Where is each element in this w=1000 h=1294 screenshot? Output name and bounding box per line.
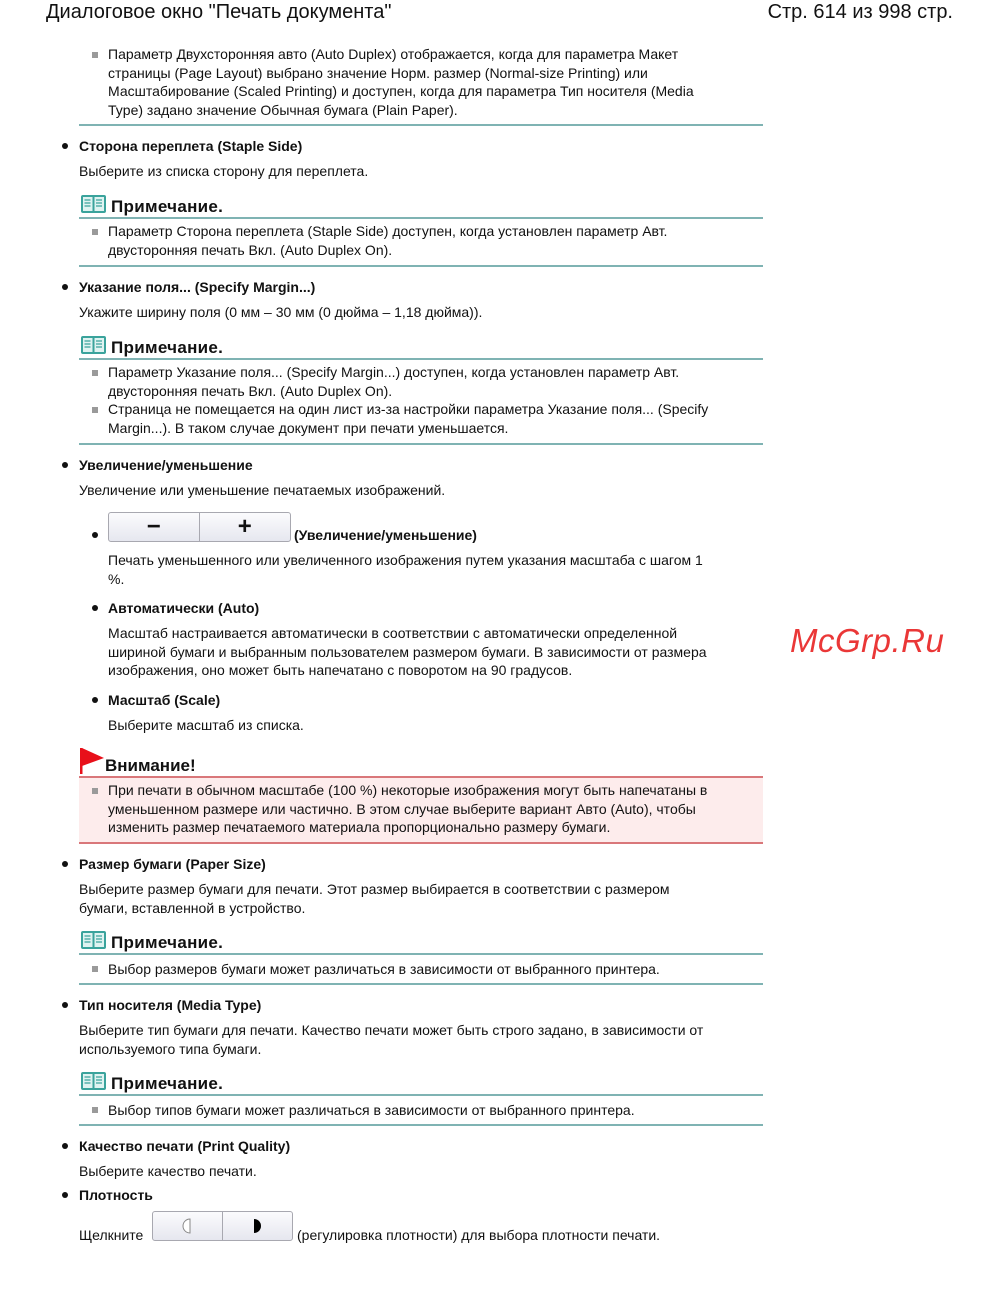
divider	[79, 842, 763, 844]
text-line: используемого типа бумаги.	[79, 1040, 262, 1057]
divider	[79, 776, 763, 778]
zoom-in-button[interactable]: +	[199, 513, 291, 541]
density-desc: (регулировка плотности) для выбора плотности печати.	[297, 1227, 661, 1243]
note-text	[108, 363, 679, 400]
text-line: изменить размер печатаемого материала пропорционально размеру бумаги.	[108, 819, 611, 835]
divider	[79, 1094, 763, 1096]
text-line: Масштаб настраивается автоматически в соответствии с автоматически определенной	[108, 625, 678, 641]
half-circle-dark-icon	[252, 1218, 262, 1234]
page-counter: Стр. 614 из 998 стр.	[767, 1, 953, 23]
note-book-icon	[80, 335, 107, 355]
bullet-icon	[62, 1143, 68, 1149]
text-line: Выберите размер бумаги для печати. Этот размер выбирается в соответствии с размером	[79, 881, 670, 897]
note-text: Выбор типов бумаги может различаться в зависимости от выбранного принтера.	[108, 1102, 635, 1118]
bullet-icon	[62, 462, 68, 468]
text-line: двусторонняя печать Вкл. (Auto Duplex On).	[108, 382, 393, 399]
square-bullet-icon	[92, 407, 98, 413]
bullet-icon	[62, 1002, 68, 1008]
divider	[79, 124, 763, 126]
text-line: %.	[108, 570, 125, 587]
divider	[79, 443, 763, 445]
section-title: Указание поля... (Specify Margin...)	[79, 279, 316, 295]
divider	[79, 1124, 763, 1126]
section-title: Тип носителя (Media Type)	[79, 997, 262, 1013]
bullet-icon	[62, 284, 68, 290]
zoom-desc	[108, 551, 703, 588]
bullet-icon	[92, 697, 98, 703]
caution-flag-icon	[80, 748, 104, 774]
square-bullet-icon	[92, 229, 98, 235]
text-line: уменьшенном размере или частично. В этом случае выберите вариант Авто (Auto), чтобы	[108, 800, 696, 817]
darker-density-button[interactable]	[222, 1212, 293, 1240]
auto-desc	[108, 624, 707, 680]
zoom-button-group	[108, 512, 291, 542]
text-line: Масштабирование (Scaled Printing) и доступен, когда для параметра Тип носителя (Media	[108, 83, 694, 99]
text-line: страницы (Page Layout) выбрано значение Норм. размер (Normal-size Printing) или	[108, 64, 648, 81]
zoom-label: (Увеличение/уменьшение)	[294, 527, 477, 543]
text-line: бумаги, вставленной в устройство.	[79, 899, 306, 916]
section-title: Плотность	[79, 1187, 153, 1203]
text-line: Страница не помещается на один лист из-за настройки параметра Указание поля... (Specify	[108, 401, 709, 417]
square-bullet-icon	[92, 788, 98, 794]
section-desc: Выберите качество печати.	[79, 1163, 257, 1179]
caution-heading: Внимание!	[105, 756, 196, 775]
caution-text	[108, 781, 707, 837]
section-desc: Выберите из списка сторону для переплета.	[79, 163, 369, 179]
click-text: Щелкните	[79, 1227, 144, 1243]
note-book-icon	[80, 194, 107, 214]
note-book-icon	[80, 1071, 107, 1091]
section-desc: Укажите ширину поля (0 мм – 30 мм (0 дюйма – 1,18 дюйма)).	[79, 304, 483, 320]
text-line: Type) задано значение Обычная бумага (Plain Paper).	[108, 101, 458, 118]
section-desc	[79, 1021, 703, 1058]
section-title: Качество печати (Print Quality)	[79, 1138, 291, 1154]
text-line: Печать уменьшенного или увеличенного изображения путем указания масштаба с шагом 1	[108, 552, 703, 568]
note-heading: Примечание.	[111, 338, 224, 357]
bullet-icon	[62, 1192, 68, 1198]
text-line: двусторонняя печать Вкл. (Auto Duplex On).	[108, 241, 393, 258]
text-line: изображения, оно может быть напечатано с поворотом на 90 градусов.	[108, 662, 573, 678]
section-desc	[79, 880, 670, 917]
text-line: При печати в обычном масштабе (100 %) некоторые изображения могут быть напечатаны в	[108, 782, 708, 798]
divider	[79, 983, 763, 985]
scale-desc: Выберите масштаб из списка.	[108, 717, 304, 733]
text-line: шириной бумаги и выбранным пользователем размером бумаги. В зависимости от размера	[108, 643, 707, 660]
divider	[79, 217, 763, 219]
lighter-density-button[interactable]	[153, 1212, 222, 1240]
watermark: McGrp.Ru	[790, 622, 945, 659]
divider	[79, 358, 763, 360]
note-heading: Примечание.	[111, 1074, 224, 1093]
half-circle-light-icon	[182, 1218, 192, 1234]
density-button-group	[152, 1211, 293, 1241]
note-heading: Примечание.	[111, 933, 224, 952]
text-line: Параметр Указание поля... (Specify Margin...) доступен, когда установлен параметр Авт.	[108, 364, 680, 380]
note-heading: Примечание.	[111, 197, 224, 216]
note-text: Выбор размеров бумаги может различаться в зависимости от выбранного принтера.	[108, 961, 660, 977]
page-title: Диалоговое окно "Печать документа"	[46, 1, 392, 23]
text-line: Параметр Двухсторонняя авто (Auto Duplex) отображается, когда для параметра Макет	[108, 46, 679, 62]
divider	[79, 265, 763, 267]
divider	[79, 953, 763, 955]
bullet-icon	[62, 143, 68, 149]
text-line: Параметр Сторона переплета (Staple Side) доступен, когда установлен параметр Авт.	[108, 223, 668, 239]
text-line: Выберите тип бумаги для печати. Качество печати может быть строго задано, в зависимости от	[79, 1022, 704, 1038]
square-bullet-icon	[92, 1107, 98, 1113]
section-title: Размер бумаги (Paper Size)	[79, 856, 266, 872]
text-line: Margin...). В таком случае документ при печати уменьшается.	[108, 419, 509, 436]
intro-note	[108, 45, 694, 119]
square-bullet-icon	[92, 370, 98, 376]
sub-title: Автоматически (Auto)	[108, 600, 260, 616]
bullet-icon	[62, 861, 68, 867]
section-desc: Увеличение или уменьшение печатаемых изображений.	[79, 482, 446, 498]
section-title: Увеличение/уменьшение	[79, 457, 253, 473]
note-book-icon	[80, 930, 107, 950]
note-text	[108, 400, 708, 437]
section-title: Сторона переплета (Staple Side)	[79, 138, 303, 154]
sub-title: Масштаб (Scale)	[108, 692, 221, 708]
square-bullet-icon	[92, 52, 98, 58]
note-text	[108, 222, 667, 259]
square-bullet-icon	[92, 966, 98, 972]
zoom-out-button[interactable]: −	[146, 513, 161, 540]
bullet-icon	[92, 532, 98, 538]
bullet-icon	[92, 605, 98, 611]
